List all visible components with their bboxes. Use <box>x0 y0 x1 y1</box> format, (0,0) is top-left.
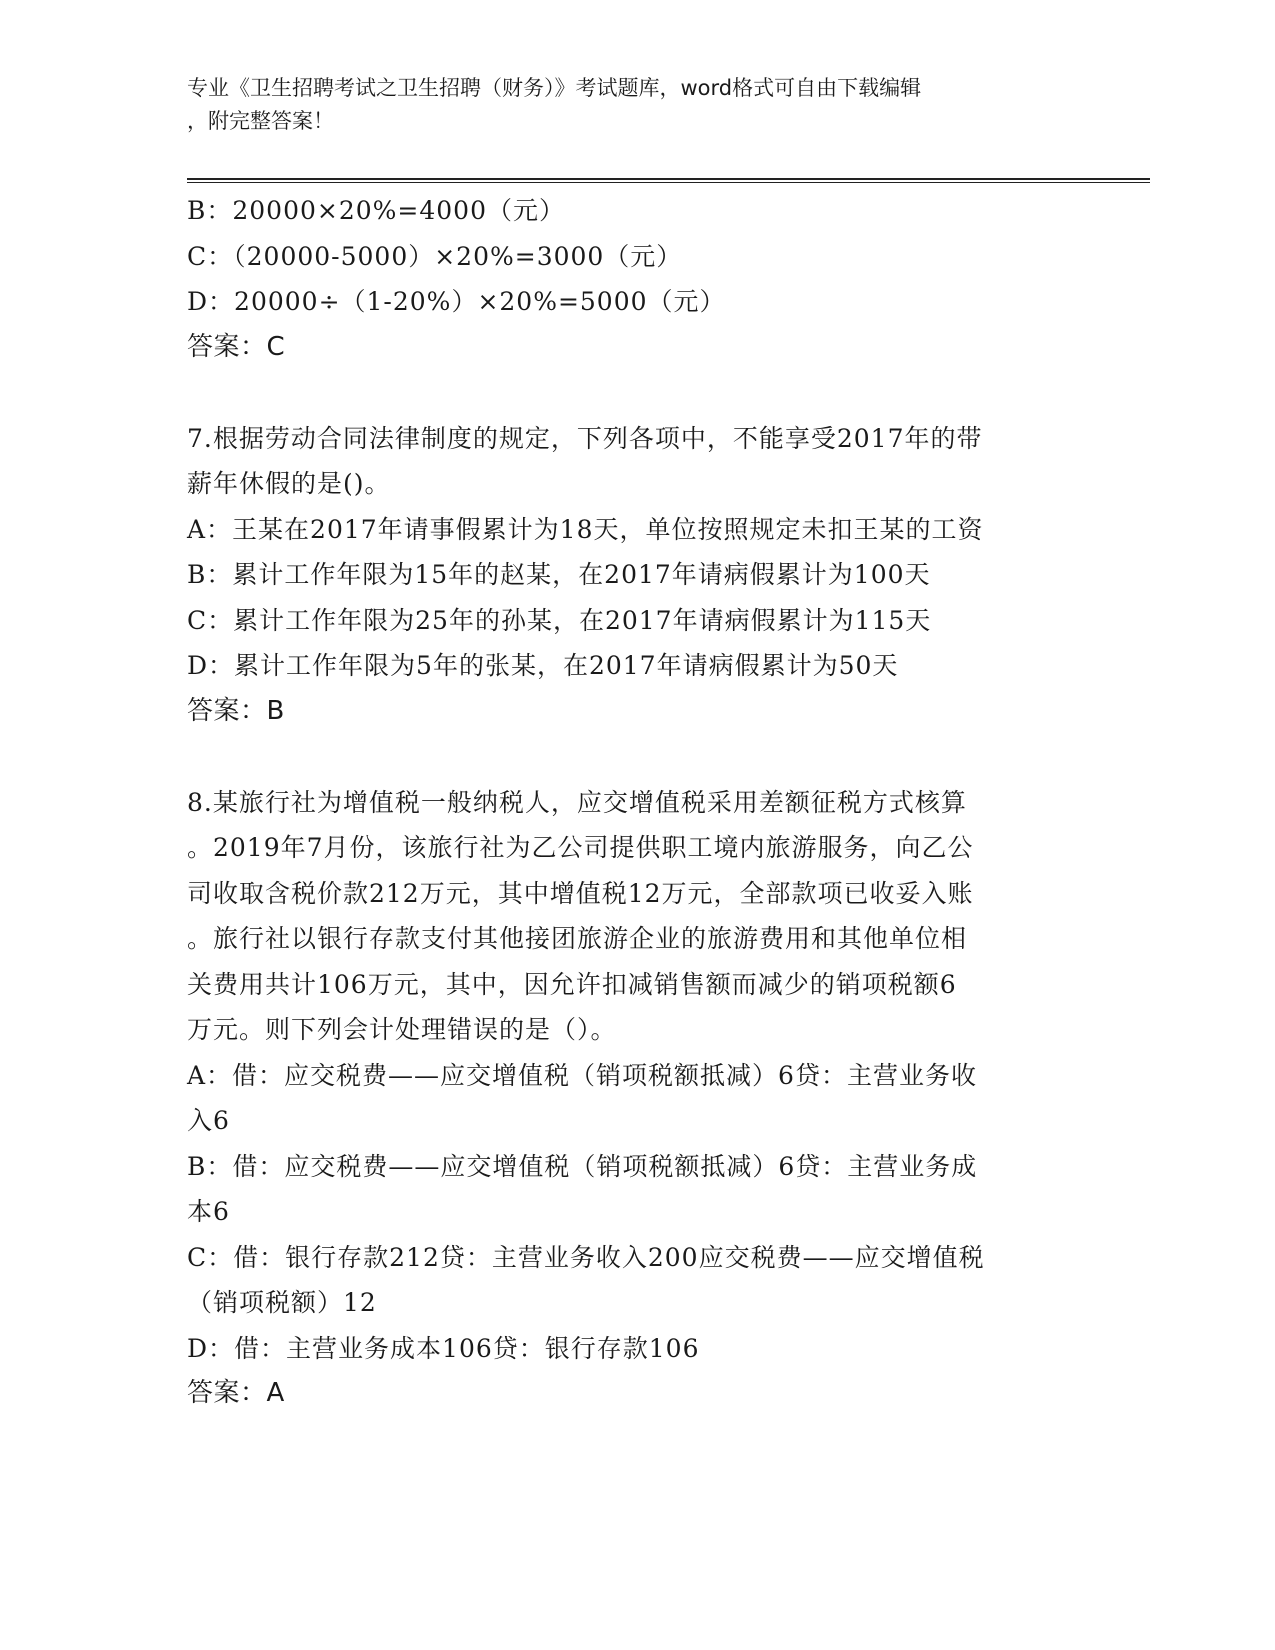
question-stem: 。旅行社以银行存款支付其他接团旅游企业的旅游费用和其他单位相 <box>187 924 968 953</box>
document-body <box>187 188 1087 1417</box>
header-line-2: ，附完整答案！ <box>187 109 334 133</box>
answer: 答案：B <box>187 695 285 726</box>
question-stem: 。2019年7月份，该旅行社为乙公司提供职工境内旅游服务，向乙公 <box>187 833 974 862</box>
option-a: A：王某在2017年请事假累计为18天，单位按照规定未扣王某的工资 <box>187 514 984 544</box>
question-stem: 司收取含税价款212万元，其中增值税12万元，全部款项已收妥入账 <box>187 878 974 908</box>
question-stem: 8.某旅行社为增值税一般纳税人，应交增值税采用差额征税方式核算 <box>187 787 967 817</box>
header-line-1: 专业《卫生招聘考试之卫生招聘（财务）》考试题库，word格式可自由下载编辑 <box>187 76 922 100</box>
question-8 <box>187 780 1087 1417</box>
option-c: （销项税额）12 <box>187 1288 377 1317</box>
option-b: B：借：应交税费——应交增值税（销项税额抵减）6贷：主营业务成 <box>187 1151 978 1181</box>
page-header <box>187 72 1067 138</box>
question-7 <box>187 416 1087 735</box>
option-a: 入6 <box>187 1106 230 1135</box>
question-6-tail <box>187 188 1087 370</box>
option-d: D：20000÷（1-20%）×20%=5000（元） <box>187 287 726 316</box>
spacer <box>187 734 1087 780</box>
option-b: B：累计工作年限为15年的赵某，在2017年请病假累计为100天 <box>187 560 931 589</box>
option-a: A：借：应交税费——应交增值税（销项税额抵减）6贷：主营业务收 <box>187 1060 977 1090</box>
spacer <box>187 370 1087 416</box>
answer: 答案：A <box>187 1378 285 1408</box>
question-stem: 薪年休假的是()。 <box>187 469 391 498</box>
question-stem: 7.根据劳动合同法律制度的规定，下列各项中，不能享受2017年的带 <box>187 423 983 453</box>
option-d: D：借：主营业务成本106贷：银行存款106 <box>187 1333 700 1363</box>
option-b: 本6 <box>187 1197 230 1226</box>
option-c: C：借：银行存款212贷：主营业务收入200应交税费——应交增值税 <box>187 1242 985 1272</box>
header-rule-thin <box>187 182 1150 183</box>
answer: 答案：C <box>187 331 286 362</box>
option-d: D：累计工作年限为5年的张某，在2017年请病假累计为50天 <box>187 651 899 680</box>
option-b: B：20000×20%=4000（元） <box>187 196 565 225</box>
header-rule-thick <box>187 178 1150 180</box>
question-stem: 关费用共计106万元，其中，因允许扣减销售额而减少的销项税额6 <box>187 969 957 999</box>
question-stem: 万元。则下列会计处理错误的是（）。 <box>187 1015 617 1044</box>
option-c: C：累计工作年限为25年的孙某，在2017年请病假累计为115天 <box>187 605 932 635</box>
option-c: C：（20000-5000）×20%=3000（元） <box>187 241 683 271</box>
